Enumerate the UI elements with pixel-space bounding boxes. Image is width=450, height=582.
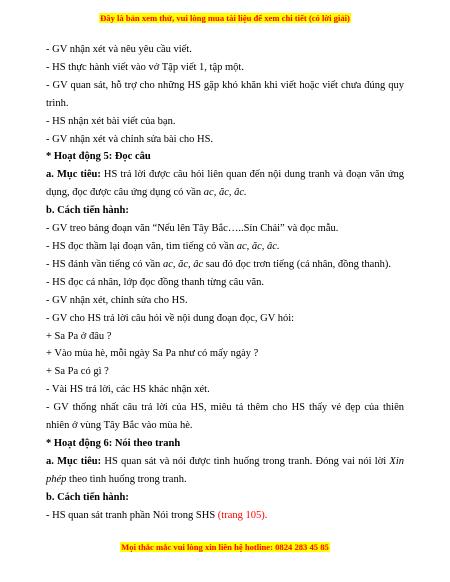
paragraph: [46, 238, 404, 256]
question: + Sa Pa ở đâu ?: [46, 330, 112, 342]
objective-text: HS trả lời được câu hỏi liên quan đến nội dung tranh và đoạn văn ứng dụng, đọc được câu ứng dụng có vần: [46, 169, 404, 199]
paragraph: - HS nhận xét bài viết của bạn.: [46, 115, 176, 127]
italic-text: ac, ăc, âc: [162, 258, 204, 270]
activity-6-procedure-heading: b. Cách tiến hành:: [46, 491, 129, 503]
paragraph: - GV nhận xét và nêu yêu cầu viết.: [46, 44, 192, 55]
preview-banner-text: Đây là bản xem thử, vui lòng mua tài liệu để xem chi tiết (có lời giải): [100, 13, 350, 23]
paragraph: - Vài HS trả lời, các HS khác nhận xét.: [46, 384, 210, 396]
paragraph: - HS đọc cá nhân, lớp đọc đồng thanh từng câu văn.: [46, 276, 264, 288]
text: - HS quan sát tranh phần Nói trong SHS: [46, 509, 218, 521]
activity-6-objective: [46, 453, 404, 489]
paragraph: - GV treo bảng đoạn văn “Nếu lên Tây Bắc…..Sín Chải” và đọc mẫu.: [46, 223, 339, 235]
preview-banner: [0, 8, 450, 26]
objective-label: a. Mục tiêu:: [46, 169, 101, 181]
question: + Sa Pa có gì ?: [46, 366, 109, 378]
activity-5-heading: * Hoạt động 5: Đọc câu: [46, 151, 151, 163]
paragraph: - GV quan sát, hỗ trợ cho những HS gặp khó khăn khi viết hoặc viết chưa đúng quy trình.: [46, 79, 404, 109]
contact-footer: [0, 537, 450, 555]
paragraph: [46, 507, 404, 525]
contact-footer-text: Mọi thắc mắc vui lòng xin liên hệ hotline: 0824 283 45 85: [121, 542, 329, 552]
text: - HS đọc thầm lại đoạn văn, tìm tiếng có vần: [46, 240, 237, 252]
activity-5-procedure-heading: b. Cách tiến hành:: [46, 205, 129, 217]
paragraph: - GV thống nhất câu trả lời của HS, miêu tả thêm cho HS thấy vẻ đẹp của thiên nhiên ở vùng Tây Bắc vào mùa hè.: [46, 402, 404, 432]
objective-text: theo tình huống trong tranh.: [66, 473, 187, 485]
paragraph: - HS thực hành viết vào vở Tập viết 1, tập một.: [46, 61, 244, 73]
page-reference: (trang 105).: [217, 509, 268, 521]
italic-text: ac, ăc, âc.: [236, 240, 280, 252]
paragraph: - GV nhận xét, chỉnh sửa cho HS.: [46, 294, 188, 306]
objective-italic: Xin phép: [46, 455, 405, 485]
paragraph: - GV cho HS trả lời câu hỏi về nội dung đoạn đọc, GV hỏi:: [46, 312, 295, 324]
text: - HS đánh vần tiếng có vần: [46, 258, 163, 270]
activity-5-objective: [46, 166, 404, 202]
paragraph: [46, 256, 404, 274]
paragraph: - GV nhận xét và chỉnh sửa bài cho HS.: [46, 133, 214, 145]
activity-6-heading: * Hoạt động 6: Nói theo tranh: [46, 437, 181, 449]
document-body: [46, 41, 404, 524]
objective-italic: ac, ăc, âc.: [203, 187, 247, 199]
objective-label: a. Mục tiêu:: [46, 455, 102, 467]
objective-text: HS quan sát và nói được tình huống trong tranh. Đóng vai nói lời: [101, 455, 390, 467]
question: + Vào mùa hè, mỗi ngày Sa Pa như có mấy ngày ?: [46, 348, 259, 360]
text: sau đó đọc trơn tiếng (cá nhân, đồng thanh).: [203, 258, 391, 270]
